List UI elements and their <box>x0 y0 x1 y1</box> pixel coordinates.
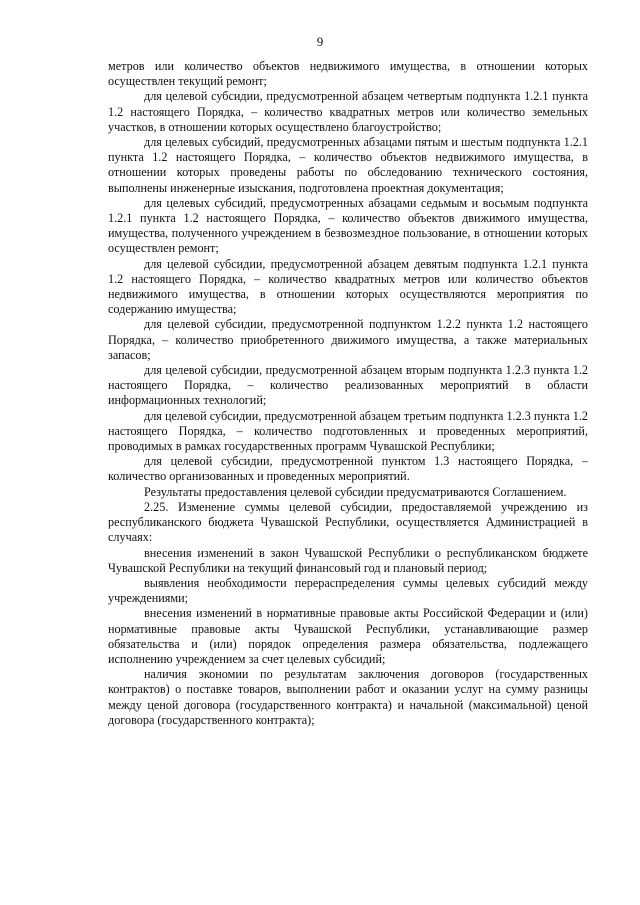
paragraph: внесения изменений в закон Чувашской Республики о республиканском бюджете Чувашской Республики на текущий финансовый год и плановый период; <box>108 545 588 575</box>
paragraph: Результаты предоставления целевой субсидии предусматриваются Соглашением. <box>144 484 567 499</box>
paragraph: для целевых субсидий, предусмотренных абзацами пятым и шестым подпункта 1.2.1 пункта 1.2 настоящего Порядка, – количество объектов недвижимого имущества, в отношении которых проведены работы по обследованию технического состояния, выполнены инженерные изыскания, подготовлена проектная документация; <box>108 135 588 195</box>
paragraph: для целевых субсидий, предусмотренных абзацами седьмым и восьмым подпункта 1.2.1 пункта 1.2 настоящего Порядка, – количество объектов движимого имущества, имущества, полученного учреждением в безвозмездное пользование, в отношении которых осуществлен ремонт; <box>108 195 588 256</box>
paragraph: для целевой субсидии, предусмотренной абзацем четвертым подпункта 1.2.1 пункта 1.2 настоящего Порядка, – количество квадратных метров или количество земельных участков, в отношении которых осуществлено благоустройство; <box>108 89 588 134</box>
paragraph: для целевой субсидии, предусмотренной пунктом 1.3 настоящего Порядка, – количество организованных и проведенных мероприятий. <box>108 454 588 484</box>
page-number: 9 <box>316 34 324 49</box>
paragraph: выявления необходимости перераспределения суммы целевых субсидий между учреждениями; <box>108 575 588 606</box>
paragraph: для целевой субсидии, предусмотренной подпунктом 1.2.2 пункта 1.2 настоящего Порядка, – количество приобретенного движимого имущества, а также материальных запасов; <box>108 317 588 362</box>
paragraph: для целевой субсидии, предусмотренной абзацем вторым подпункта 1.2.3 пункта 1.2 настоящего Порядка, – количество реализованных мероприятий в области информационных технологий; <box>108 363 588 408</box>
document-body <box>108 59 588 728</box>
paragraph: для целевой субсидии, предусмотренной абзацем девятым подпункта 1.2.1 пункта 1.2 настоящего Порядка, – количество квадратных метров или количество объектов недвижимого имущества, в отношении которых осуществляются мероприятия по содержанию имущества; <box>108 256 588 317</box>
paragraph: для целевой субсидии, предусмотренной абзацем третьим подпункта 1.2.3 пункта 1.2 настоящего Порядка, – количество подготовленных и проведенных мероприятий, проводимых в рамках государственных программ Чувашской Республики; <box>108 408 588 454</box>
paragraph: метров или количество объектов недвижимого имущества, в отношении которых осуществлен текущий ремонт; <box>108 59 588 89</box>
paragraph: 2.25. Изменение суммы целевой субсидии, предоставляемой учреждению из республиканского бюджета Чувашской Республики, осуществляется Администрацией в случаях: <box>108 499 588 545</box>
paragraph: внесения изменений в нормативные правовые акты Российской Федерации и (или) нормативные правовые акты Чувашской Республики, устанавливающие размер обязательства и (или) порядок определения размера обязательства, подлежащего исполнению учреждением за счет целевых субсидий; <box>108 606 588 666</box>
paragraph: наличия экономии по результатам заключения договоров (государственных контрактов) о поставке товаров, выполнении работ и оказании услуг на сумму разницы между ценой договора (государственного контракта) и начальной (максимальной) ценой договора (государственного контракта); <box>108 667 588 727</box>
